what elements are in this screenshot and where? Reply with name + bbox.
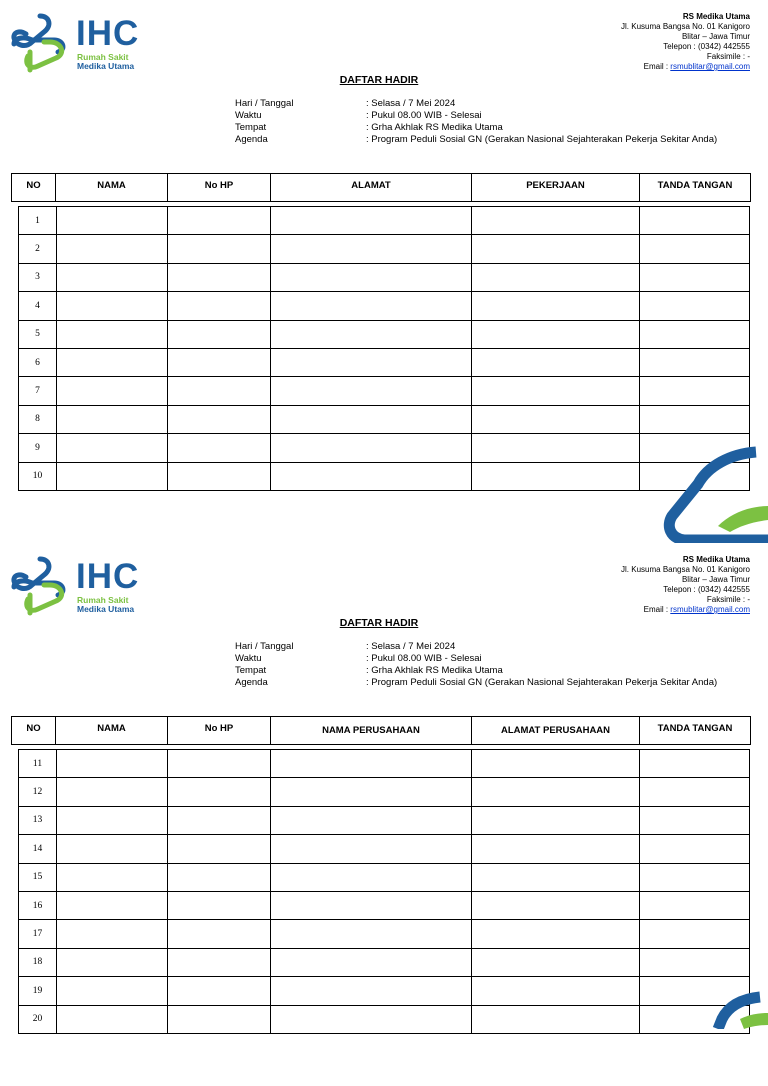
row-number: 9 — [19, 434, 57, 462]
address-line-1: Jl. Kusuma Bangsa No. 01 Kanigoro — [621, 565, 750, 574]
cell-alamat[interactable] — [271, 207, 472, 235]
cell-alamat-perusahaan[interactable] — [472, 863, 640, 891]
table-row — [19, 806, 750, 834]
info-label: Hari / Tanggal — [235, 98, 294, 109]
cell-nama[interactable] — [57, 835, 168, 863]
cell-alamat-perusahaan[interactable] — [472, 977, 640, 1005]
table-row — [19, 377, 750, 405]
cell-no-hp[interactable] — [168, 348, 271, 376]
hospital-logo — [10, 553, 150, 619]
column-header-tanda-tangan: TANDA TANGAN — [640, 717, 751, 745]
cell-tanda-tangan[interactable] — [640, 377, 750, 405]
cell-alamat[interactable] — [271, 263, 472, 291]
info-label: Waktu — [235, 110, 262, 121]
cell-no-hp[interactable] — [168, 920, 271, 948]
attendance-table — [18, 206, 750, 491]
cell-nama[interactable] — [57, 235, 168, 263]
cell-no-hp[interactable] — [168, 377, 271, 405]
cell-alamat-perusahaan[interactable] — [472, 920, 640, 948]
row-number: 20 — [19, 1005, 57, 1033]
cell-pekerjaan[interactable] — [472, 377, 640, 405]
logo-subtitle-line1: Rumah Sakit — [77, 52, 129, 62]
letterhead-address — [621, 555, 750, 615]
row-number: 12 — [19, 778, 57, 806]
cell-nama-perusahaan[interactable] — [271, 835, 472, 863]
document-title: DAFTAR HADIR — [339, 617, 419, 629]
logo-subtitle-line1: Rumah Sakit — [77, 595, 129, 605]
row-number: 11 — [19, 750, 57, 778]
cell-nama-perusahaan[interactable] — [271, 778, 472, 806]
cell-tanda-tangan[interactable] — [640, 806, 750, 834]
column-header-alamat: ALAMAT — [271, 174, 472, 202]
cell-pekerjaan[interactable] — [472, 320, 640, 348]
cell-tanda-tangan[interactable] — [640, 207, 750, 235]
cell-nama[interactable] — [57, 863, 168, 891]
table-row — [19, 235, 750, 263]
cell-no-hp[interactable] — [168, 320, 271, 348]
cell-nama[interactable] — [57, 806, 168, 834]
event-info — [235, 641, 717, 689]
info-row-date — [235, 641, 717, 653]
info-value: : Grha Akhlak RS Medika Utama — [366, 122, 503, 133]
letterhead-address — [621, 12, 750, 72]
cell-no-hp[interactable] — [168, 835, 271, 863]
cell-no-hp[interactable] — [168, 863, 271, 891]
cell-nama-perusahaan[interactable] — [271, 948, 472, 976]
table-row — [19, 977, 750, 1005]
attendance-sheet-page-2 — [0, 543, 768, 1086]
attendance-table — [18, 749, 750, 1034]
address-line-2: Blitar – Jawa Timur — [681, 575, 750, 584]
cell-nama-perusahaan[interactable] — [271, 891, 472, 919]
cell-pekerjaan[interactable] — [472, 405, 640, 433]
hospital-name: RS Medika Utama — [682, 12, 750, 21]
cell-nama[interactable] — [57, 1005, 168, 1033]
event-info — [235, 98, 717, 146]
info-label: Agenda — [235, 677, 268, 688]
cell-tanda-tangan[interactable] — [640, 920, 750, 948]
info-row-place — [235, 665, 717, 677]
table-row — [19, 863, 750, 891]
cell-tanda-tangan[interactable] — [640, 235, 750, 263]
table-row — [19, 263, 750, 291]
row-number: 19 — [19, 977, 57, 1005]
cell-tanda-tangan[interactable] — [640, 891, 750, 919]
cell-alamat[interactable] — [271, 320, 472, 348]
email-link[interactable]: rsmublitar@gmail.com — [670, 62, 750, 71]
logo-subtitle-line2: Medika Utama — [77, 604, 135, 614]
row-number: 7 — [19, 377, 57, 405]
cell-alamat[interactable] — [271, 292, 472, 320]
cell-nama-perusahaan[interactable] — [271, 863, 472, 891]
cell-nama[interactable] — [57, 292, 168, 320]
table-header — [11, 173, 751, 202]
decorative-logo-swoosh-icon — [660, 446, 768, 543]
column-header-nama-perusahaan: NAMA PERUSAHAAN — [271, 717, 472, 745]
cell-no-hp[interactable] — [168, 207, 271, 235]
row-number: 10 — [19, 462, 57, 490]
cell-tanda-tangan[interactable] — [640, 263, 750, 291]
info-value: : Pukul 08.00 WIB - Selesai — [366, 653, 482, 664]
table-row — [19, 434, 750, 462]
row-number: 8 — [19, 405, 57, 433]
cell-nama[interactable] — [57, 778, 168, 806]
info-row-place — [235, 122, 717, 134]
info-value: : Grha Akhlak RS Medika Utama — [366, 665, 503, 676]
info-row-agenda — [235, 677, 717, 689]
table-row — [19, 920, 750, 948]
table-row — [19, 320, 750, 348]
logo-ihc-text: IHC — [76, 14, 140, 53]
cell-pekerjaan[interactable] — [472, 263, 640, 291]
logo-ihc-text: IHC — [76, 557, 140, 596]
cell-nama[interactable] — [57, 405, 168, 433]
row-number: 16 — [19, 891, 57, 919]
decorative-logo-swoosh-icon — [700, 989, 768, 1029]
cell-nama-perusahaan[interactable] — [271, 1005, 472, 1033]
column-header-no: NO — [12, 174, 56, 202]
column-header-nama: NAMA — [56, 717, 168, 745]
table-row — [19, 778, 750, 806]
address-line-2: Blitar – Jawa Timur — [681, 32, 750, 41]
cell-alamat-perusahaan[interactable] — [472, 891, 640, 919]
cell-nama[interactable] — [57, 920, 168, 948]
info-row-time — [235, 110, 717, 122]
hospital-name: RS Medika Utama — [682, 555, 750, 564]
column-header-no: NO — [12, 717, 56, 745]
cell-no-hp[interactable] — [168, 1005, 271, 1033]
cell-pekerjaan[interactable] — [472, 348, 640, 376]
info-label: Waktu — [235, 653, 262, 664]
cell-alamat-perusahaan[interactable] — [472, 750, 640, 778]
cell-alamat[interactable] — [271, 348, 472, 376]
column-header-alamat-perusahaan: ALAMAT PERUSAHAAN — [472, 717, 640, 745]
cell-nama-perusahaan[interactable] — [271, 806, 472, 834]
cell-no-hp[interactable] — [168, 405, 271, 433]
fax-line: Faksimile : - — [706, 595, 750, 604]
cell-nama[interactable] — [57, 750, 168, 778]
cell-no-hp[interactable] — [168, 891, 271, 919]
info-label: Agenda — [235, 134, 268, 145]
phone-line: Telepon : (0342) 442555 — [663, 42, 750, 51]
cell-tanda-tangan[interactable] — [640, 778, 750, 806]
cell-alamat-perusahaan[interactable] — [472, 806, 640, 834]
cell-tanda-tangan[interactable] — [640, 948, 750, 976]
cell-alamat[interactable] — [271, 405, 472, 433]
cell-no-hp[interactable] — [168, 263, 271, 291]
cell-no-hp[interactable] — [168, 778, 271, 806]
column-header-no-hp: No HP — [168, 717, 271, 745]
cell-alamat-perusahaan[interactable] — [472, 835, 640, 863]
row-number: 15 — [19, 863, 57, 891]
cell-alamat[interactable] — [271, 462, 472, 490]
email-line — [621, 62, 750, 72]
phone-line: Telepon : (0342) 442555 — [663, 585, 750, 594]
cell-no-hp[interactable] — [168, 948, 271, 976]
info-value: : Selasa / 7 Mei 2024 — [366, 98, 456, 109]
table-row — [19, 750, 750, 778]
hospital-logo — [10, 10, 150, 76]
cell-no-hp[interactable] — [168, 977, 271, 1005]
cell-pekerjaan[interactable] — [472, 434, 640, 462]
cell-tanda-tangan[interactable] — [640, 348, 750, 376]
info-value: : Pukul 08.00 WIB - Selesai — [366, 110, 482, 121]
email-link[interactable]: rsmublitar@gmail.com — [670, 605, 750, 614]
cell-nama[interactable] — [57, 348, 168, 376]
cell-tanda-tangan[interactable] — [640, 750, 750, 778]
row-number: 13 — [19, 806, 57, 834]
column-header-no-hp: No HP — [168, 174, 271, 202]
row-number: 6 — [19, 348, 57, 376]
row-number: 5 — [19, 320, 57, 348]
table-row — [19, 292, 750, 320]
cell-nama-perusahaan[interactable] — [271, 920, 472, 948]
email-line — [621, 605, 750, 615]
cell-pekerjaan[interactable] — [472, 235, 640, 263]
fax-line: Faksimile : - — [706, 52, 750, 61]
cell-pekerjaan[interactable] — [472, 207, 640, 235]
document-title: DAFTAR HADIR — [339, 74, 419, 86]
logo-subtitle-line2: Medika Utama — [77, 61, 135, 71]
cell-tanda-tangan[interactable] — [640, 835, 750, 863]
table-row — [19, 348, 750, 376]
table-row — [19, 948, 750, 976]
column-header-nama: NAMA — [56, 174, 168, 202]
cell-no-hp[interactable] — [168, 806, 271, 834]
cell-pekerjaan[interactable] — [472, 292, 640, 320]
table-row — [19, 891, 750, 919]
cell-no-hp[interactable] — [168, 434, 271, 462]
cell-tanda-tangan[interactable] — [640, 320, 750, 348]
table-row — [19, 207, 750, 235]
cell-alamat[interactable] — [271, 377, 472, 405]
cell-nama[interactable] — [57, 263, 168, 291]
cell-no-hp[interactable] — [168, 750, 271, 778]
table-row — [19, 405, 750, 433]
cell-nama[interactable] — [57, 377, 168, 405]
row-number: 17 — [19, 920, 57, 948]
row-number: 4 — [19, 292, 57, 320]
row-number: 2 — [19, 235, 57, 263]
cell-nama[interactable] — [57, 320, 168, 348]
info-value: : Program Peduli Sosial GN (Gerakan Nasional Sejahterakan Pekerja Sekitar Anda) — [366, 134, 718, 145]
cell-alamat-perusahaan[interactable] — [472, 948, 640, 976]
row-number: 1 — [19, 207, 57, 235]
cell-alamat[interactable] — [271, 235, 472, 263]
table-row — [19, 1005, 750, 1033]
info-label: Hari / Tanggal — [235, 641, 294, 652]
info-row-date — [235, 98, 717, 110]
info-row-agenda — [235, 134, 717, 146]
info-value: : Selasa / 7 Mei 2024 — [366, 641, 456, 652]
info-value: : Program Peduli Sosial GN (Gerakan Nasional Sejahterakan Pekerja Sekitar Anda) — [366, 677, 718, 688]
cell-nama[interactable] — [57, 891, 168, 919]
cell-no-hp[interactable] — [168, 235, 271, 263]
medical-cross-logo-icon — [10, 12, 70, 74]
cell-nama[interactable] — [57, 434, 168, 462]
row-number: 18 — [19, 948, 57, 976]
cell-nama[interactable] — [57, 977, 168, 1005]
email-label: Email : — [643, 605, 671, 614]
cell-tanda-tangan[interactable] — [640, 292, 750, 320]
row-number: 3 — [19, 263, 57, 291]
cell-alamat-perusahaan[interactable] — [472, 778, 640, 806]
cell-nama[interactable] — [57, 207, 168, 235]
cell-nama-perusahaan[interactable] — [271, 977, 472, 1005]
column-header-tanda-tangan: TANDA TANGAN — [640, 174, 751, 202]
table-row — [19, 835, 750, 863]
table-header — [11, 716, 751, 745]
info-row-time — [235, 653, 717, 665]
cell-tanda-tangan[interactable] — [640, 863, 750, 891]
cell-no-hp[interactable] — [168, 462, 271, 490]
table-row — [19, 462, 750, 490]
cell-pekerjaan[interactable] — [472, 462, 640, 490]
email-label: Email : — [643, 62, 671, 71]
cell-tanda-tangan[interactable] — [640, 405, 750, 433]
cell-alamat-perusahaan[interactable] — [472, 1005, 640, 1033]
column-header-pekerjaan: PEKERJAAN — [472, 174, 640, 202]
cell-no-hp[interactable] — [168, 292, 271, 320]
address-line-1: Jl. Kusuma Bangsa No. 01 Kanigoro — [621, 22, 750, 31]
row-number: 14 — [19, 835, 57, 863]
info-label: Tempat — [235, 122, 267, 133]
cell-alamat[interactable] — [271, 434, 472, 462]
cell-nama[interactable] — [57, 948, 168, 976]
medical-cross-logo-icon — [10, 555, 70, 617]
cell-nama[interactable] — [57, 462, 168, 490]
cell-nama-perusahaan[interactable] — [271, 750, 472, 778]
info-label: Tempat — [235, 665, 267, 676]
